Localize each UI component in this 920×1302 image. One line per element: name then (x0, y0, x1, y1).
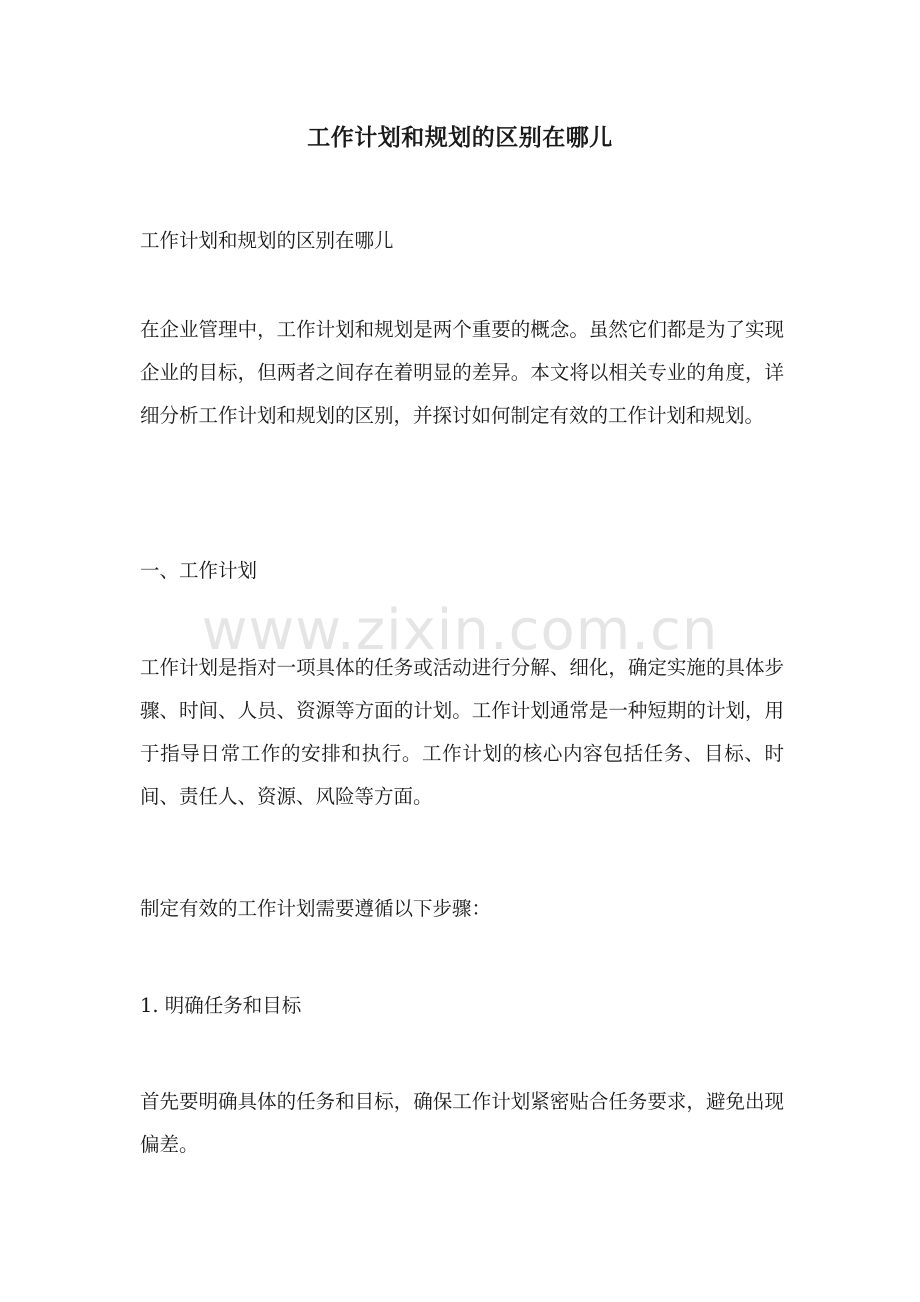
section-paragraph-work-plan: 工作计划是指对一项具体的任务或活动进行分解、细化，确定实施的具体步骤、时间、人员、资源等方面的计划。工作计划通常是一种短期的计划，用于指导日常工作的安排和执行。工作计划的核心内容包括任务、目标、时间、责任人、资源、风险等方面。 (140, 656, 784, 808)
step-paragraph-1: 首先要明确具体的任务和目标，确保工作计划紧密贴合任务要求，避免出现偏差。 (140, 1090, 784, 1156)
watermark: www.zixin.com.cn (201, 598, 719, 663)
document-subtitle: 工作计划和规划的区别在哪儿 (140, 229, 394, 252)
section-heading-work-plan: 一、工作计划 (140, 559, 258, 582)
intro-paragraph: 在企业管理中，工作计划和规划是两个重要的概念。虽然它们都是为了实现企业的目标，但两者之间存在着明显的差异。本文将以相关专业的角度，详细分析工作计划和规划的区别，并探讨如何制定有效的工作计划和规划。 (140, 318, 784, 427)
document-title: 工作计划和规划的区别在哪儿 (307, 124, 613, 151)
step-heading-1: 1. 明确任务和目标 (140, 994, 302, 1017)
steps-intro: 制定有效的工作计划需要遵循以下步骤： (140, 897, 492, 920)
